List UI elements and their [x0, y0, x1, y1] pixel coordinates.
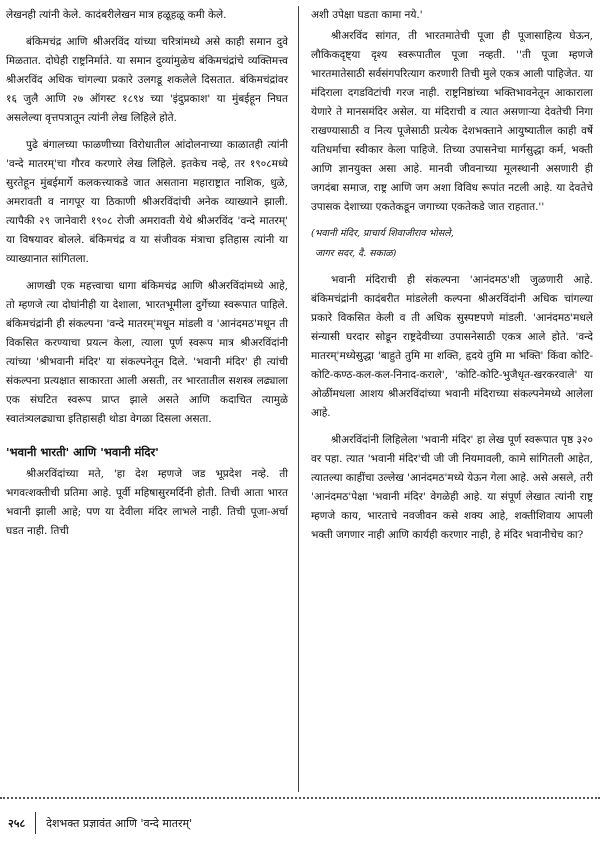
- left-paragraph-3: पुढे बंगालच्या फाळणीच्या विरोधातील आंदोलनाच्या काळातही त्यांनी 'वन्दे मातरम्'चा गौरव करणारे लेख लिहिले. इतकेच नव्हे, तर १९०८मध्ये सुरतेहून मुंबईमार्गे कलकत्त्याकडे जात असताना महाराष्ट्रात नाशिक, धुळे, अमरावती व नागपूर या ठिकाणी श्रीअरविंदांची अनेक व्याख्याने झाली. त्यापैकी २९ जानेवारी १९०८ रोजी अमरावती येथे श्रीअरविंद 'वन्दे मातरम्' या विषयावर बोलले. बंकिमचंद्र व या संजीवक मंत्राचा इतिहास त्यांनी या व्याख्यानात सांगितला.: [6, 139, 288, 265]
- footer-divider: [0, 797, 600, 799]
- section-heading: 'भवानी भारती' आणि 'भवानी मंदिर': [6, 445, 159, 459]
- right-paragraph-1: अशी उपेक्षा घडता कामा नये.': [311, 9, 423, 21]
- right-column: [299, 6, 593, 792]
- left-paragraph-5: श्रीअरविंदांच्या मते, 'हा देश म्हणजे जड भूप्रदेश नव्हे. ती भगवत्शक्तीची प्रतिमा आहे. पूर्वी महिषासुरमर्दिनी होती. तिची आता भारत भवानी झाली आहे; पण या देवीला मंदिर लाभले नाही. तिची पूजा-अर्चा घडत नाही. तिची: [6, 468, 288, 537]
- page-footer: [8, 810, 192, 836]
- right-paragraph-2: श्रीअरविंद सांगत, ती भारतमातेची पूजा ही पूजासाहित्य घेऊन, लौकिकदृष्ट्या दृश्य स्वरूपातील पूजा नव्हती. ''ती पूजा म्हणजे भारतमातेसाठी सर्वसंगपरित्याग करणारी तिची मुले एकत्र आली पाहिजेत. या मंदिराला दगडविटांची गरज नाही. राष्ट्रनिष्ठांच्या भक्तिभावनेतून आकाराला येणारे ते मानसमंदिर असेल. या मंदिराची व त्यात असणाऱ्या देवतेची निगा राखण्यासाठी व नित्य पूजेसाठी प्रत्येक देशभक्ताने आयुष्यातील काही वर्षे यतिधर्माचा स्वीकार केला पाहिजे. तिच्या उपासनेचा मार्गसुद्धा कर्म, भक्ती आणि ज्ञानयुक्त असा आहे. मानवी जीवनाच्या मूलस्थानी असणारी ही जगदंबा समाज, राष्ट्र आणि जग अशा विविध रूपांत नटली आहे. या देवतेचे उपासक देशाच्या एकतेकडून जगाच्या एकतेकडे जात राहतात.'': [311, 30, 593, 213]
- source-citation-line-1: (भवानी मंदिर, प्राचार्य शिवाजीराव भोसले,: [311, 228, 454, 239]
- left-paragraph-4: आणखी एक महत्त्वाचा धागा बंकिमचंद्र आणि श्रीअरविंदांमध्ये आहे, तो म्हणजे त्या दोघांनीही या देशाला, भारतभूमीला दुर्गेच्या स्वरूपात पाहिले. बंकिमचंद्रांनी ही संकल्पना 'वन्दे मातरम्'मधून मांडली व 'आनंदमठ'मधून ती विकसित करण्याचा प्रयत्न केला, त्याला पूर्ण स्वरूप मात्र श्रीअरविंदांनी त्यांच्या 'श्रीभवानी मंदिर' या संकल्पनेतून दिले. 'भवानी मंदिर' ही त्यांची संकल्पना प्रत्यक्षात साकारता आली असती, तर भारतातील सशस्त्र लढ्याला एक संघटित स्वरूप प्राप्त झाले असते आणि कदाचित त्यामुळे स्वातंत्र्यलढ्याचा इतिहासही थोडा वेगळा दिसला असता.: [6, 280, 288, 425]
- two-column-body: [6, 6, 596, 792]
- left-column: [6, 6, 299, 792]
- right-paragraph-4: श्रीअरविंदांनी लिहिलेला 'भवानी मंदिर' हा लेख पूर्ण स्वरूपात पृष्ठ ३२० वर पहा. त्यात 'भवानी मंदिर'ची जी जी नियमावली, कामे सांगितली आहेत, त्यातल्या काहींचा उल्लेख 'आनंदमठ'मध्ये येऊन गेला आहे. असे असले, तरी 'आनंदमठ'पेक्षा 'भवानी मंदिर' वेगळेही आहे. या संपूर्ण लेखात त्यांनी राष्ट्र म्हणजे काय, भारताचे नवजीवन कसे शक्य आहे, शक्तीशिवाय आपली भक्ती जगणार नाही आणि कार्यही करणार नाही, हे मंदिर भवानीचेच का?: [311, 434, 593, 541]
- left-paragraph-2: बंकिमचंद्र आणि श्रीअरविंद यांच्या चरित्रांमध्ये असे काही समान दुवे मिळतात. दोघेही राष्ट्रनिर्माते. या समान दुव्यांमुळेच बंकिमचंद्रांचे व्यक्तिमत्त्व श्रीअरविंद अधिक चांगल्या प्रकारे उलगडू शकलेले दिसतात. बंकिमचंद्रांवर १६ जुलै आणि २७ ऑगस्ट १८९४ च्या 'इंदुप्रकाश' या मुंबईहून निघत असलेल्या वृत्तपत्रातून त्यांनी लेख लिहिले होते.: [6, 36, 288, 124]
- book-title: देशभक्त प्रज्ञावंत आणि 'वन्दे मातरम्': [46, 816, 193, 830]
- left-paragraph-1: लेखनही त्यांनी केले. कादंबरीलेखन मात्र हळूहळू कमी केले.: [6, 9, 227, 21]
- right-paragraph-3: भवानी मंदिराची ही संकल्पना 'आनंदमठ'शी जुळणारी आहे. बंकिमचंद्रांनी कादंबरीत मांडलेली कल्पना श्रीअरविंदांनी अधिक चांगल्या प्रकारे विकसित केली व ती अधिक सुस्पष्टपणे मांडली. 'आनंदमठ'मधले संन्यासी घरदार सोडून राष्ट्रदेवीच्या उपासनेसाठी एकत्र आले होते. 'वन्दे मातरम्'मध्येसुद्धा 'बाहुते तुमि मा शक्ति, हृदये तुमि मा भक्ति' किंवा कोटि-कोटि-कण्ठ-कल-कल-निनाद-कराले', 'कोटि-कोटि-भुजैधृत-खरकरवाले' या ओळींमधला आशय श्रीअरविंदांच्या भवानी मंदिराच्या संकल्पनेमध्ये आलेला आहे.: [311, 274, 593, 419]
- source-citation-line-2: जागर सदर, दै. सकाळ): [315, 248, 397, 259]
- page-number: २५८: [8, 816, 26, 830]
- footer-separator: [35, 812, 36, 834]
